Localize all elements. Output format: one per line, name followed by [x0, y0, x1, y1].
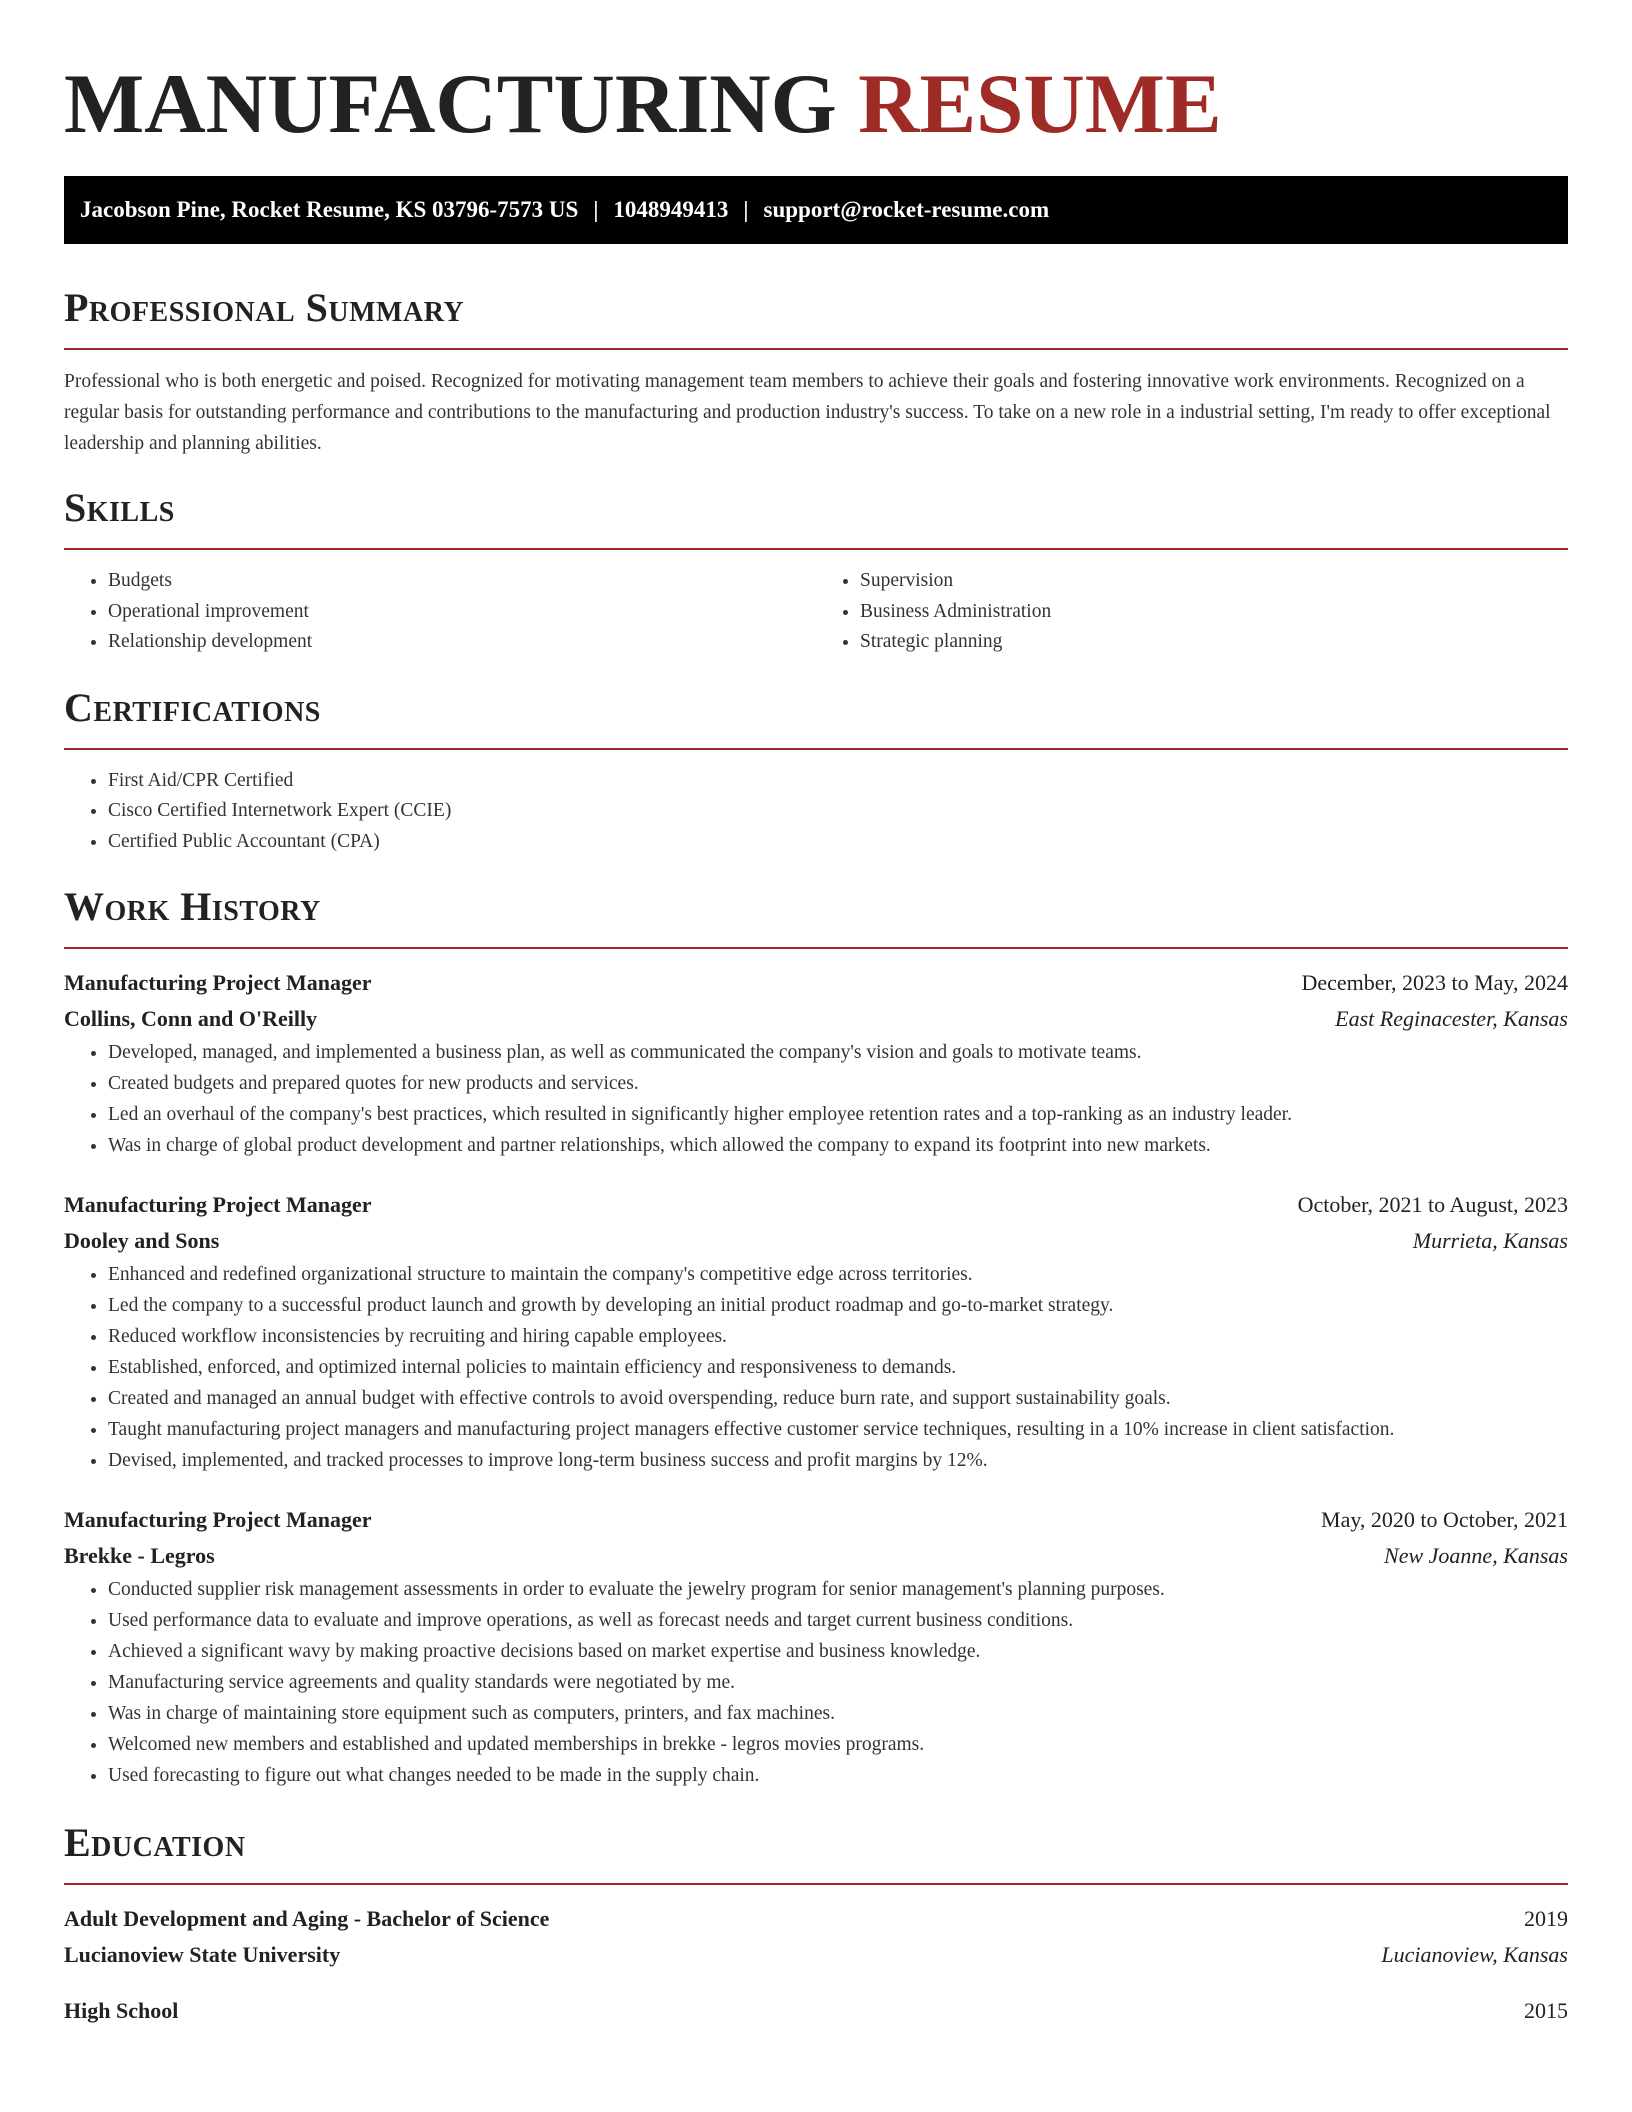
contact-bar: [64, 176, 1568, 244]
spacer: [64, 1476, 1568, 1502]
contact-address: Jacobson Pine, Rocket Resume, KS 03796-7573 US: [80, 197, 579, 222]
summary-text: Professional who is both energetic and poised. Recognized for motivating management team members to achieve their goals and fostering innovative work environments. Recognized on a regular basis for outstanding performance and contributions to the manufacturing and production industry's success. To take on a new role in a industrial setting, I'm ready to offer exceptional leadership and planning abilities.: [64, 371, 1551, 454]
job-title: Manufacturing Project Manager: [64, 1507, 372, 1532]
resume-title: [64, 0, 1568, 152]
contact-separator: |: [593, 197, 599, 222]
certifications-section: [64, 684, 1568, 858]
section-divider: [64, 548, 1568, 550]
job-duty-item: • Enhanced and redefined organizational structure to maintain the company's competitive edge across territories.: [108, 1259, 1568, 1290]
job-location: Murrieta, Kansas: [1412, 1228, 1568, 1253]
certifications-heading: Certifications: [64, 684, 321, 730]
education-degree: Adult Development and Aging - Bachelor of Science: [64, 1906, 550, 1931]
job-duty-item: • Manufacturing service agreements and quality standards were negotiated by me.: [108, 1667, 1568, 1698]
job-duty-item: • Developed, managed, and implemented a business plan, as well as communicated the company's vision and goals to motivate teams.: [108, 1037, 1568, 1068]
skills-heading: Skills: [64, 485, 175, 530]
spacer: [64, 1161, 1568, 1187]
skills-list-right: [816, 566, 1568, 658]
section-divider: [64, 947, 1568, 949]
job-duty-item: • Led the company to a successful product launch and growth by developing an initial product roadmap and go-to-market strategy.: [108, 1290, 1568, 1321]
job-duty-item: • Used performance data to evaluate and improve operations, as well as forecast needs and target current business conditions.: [108, 1605, 1568, 1636]
job-entry: [64, 965, 1568, 1161]
certifications-list: [64, 766, 1568, 858]
work-history-heading: Work History: [64, 884, 321, 929]
education-degree: High School: [64, 1998, 179, 2023]
job-company: Collins, Conn and O'Reilly: [64, 1006, 318, 1031]
skill-item: • Operational improvement: [108, 597, 816, 628]
education-heading: Education: [64, 1820, 246, 1865]
skill-item: • Budgets: [108, 566, 816, 597]
job-duties-list: [64, 1574, 1568, 1791]
job-title-row: [64, 965, 1568, 1001]
certification-item: • First Aid/CPR Certified: [108, 766, 1568, 797]
job-company-row: [64, 1538, 1568, 1574]
job-entry: [64, 1187, 1568, 1476]
job-company: Dooley and Sons: [64, 1228, 220, 1253]
job-duty-item: • Used forecasting to figure out what changes needed to be made in the supply chain.: [108, 1760, 1568, 1791]
job-duty-item: • Led an overhaul of the company's best practices, which resulted in significantly higher employee retention rates and a top-ranking as an industry leader.: [108, 1099, 1568, 1130]
job-location: East Reginacester, Kansas: [1335, 1006, 1568, 1031]
contact-phone: 1048949413: [613, 197, 729, 222]
education-section: [64, 1819, 1568, 2029]
skills-grid: [64, 566, 1568, 658]
job-company-row: [64, 1001, 1568, 1037]
title-accent: RESUME: [858, 57, 1222, 151]
job-duty-item: • Achieved a significant wavy by making proactive decisions based on market expertise and business knowledge.: [108, 1636, 1568, 1667]
spacer: [64, 1973, 1568, 1993]
job-location: New Joanne, Kansas: [1384, 1543, 1568, 1568]
job-entry: [64, 1502, 1568, 1791]
certification-item: • Cisco Certified Internetwork Expert (CCIE): [108, 796, 1568, 827]
section-divider: [64, 348, 1568, 350]
job-duty-item: • Was in charge of maintaining store equipment such as computers, printers, and fax machines.: [108, 1698, 1568, 1729]
job-duty-item: • Established, enforced, and optimized internal policies to maintain efficiency and responsiveness to demands.: [108, 1352, 1568, 1383]
job-duty-item: • Created and managed an annual budget with effective controls to avoid overspending, reduce burn rate, and support sustainability goals.: [108, 1383, 1568, 1414]
skill-item: • Strategic planning: [860, 627, 1568, 658]
summary-section: [64, 284, 1568, 459]
job-duty-item: • Conducted supplier risk management assessments in order to evaluate the jewelry program for senior management's planning purposes.: [108, 1574, 1568, 1605]
title-main: MANUFACTURING: [64, 57, 837, 151]
job-duty-item: • Devised, implemented, and tracked processes to improve long-term business success and profit margins by 12%.: [108, 1445, 1568, 1476]
job-company-row: [64, 1223, 1568, 1259]
education-school-row: [64, 1937, 1568, 1973]
job-dates: May, 2020 to October, 2021: [1321, 1507, 1568, 1532]
job-duties-list: [64, 1259, 1568, 1476]
summary-heading: Professional Summary: [64, 285, 465, 330]
education-year: 2015: [1524, 1998, 1568, 2023]
skills-section: [64, 484, 1568, 658]
job-company: Brekke - Legros: [64, 1543, 215, 1568]
resume-page: [64, 0, 1568, 2029]
job-title: Manufacturing Project Manager: [64, 970, 372, 995]
education-degree-row: [64, 1901, 1568, 1937]
job-dates: December, 2023 to May, 2024: [1301, 970, 1568, 995]
education-entry: [64, 1993, 1568, 2029]
job-title-row: [64, 1187, 1568, 1223]
job-dates: October, 2021 to August, 2023: [1297, 1192, 1568, 1217]
education-degree-row: [64, 1993, 1568, 2029]
education-school: Lucianoview State University: [64, 1942, 341, 1967]
certification-item: • Certified Public Accountant (CPA): [108, 827, 1568, 858]
contact-separator: |: [743, 197, 749, 222]
skill-item: • Business Administration: [860, 597, 1568, 628]
job-duty-item: • Taught manufacturing project managers and manufacturing project managers effective customer service techniques, resulting in a 10% increase in client satisfaction.: [108, 1414, 1568, 1445]
skill-item: • Supervision: [860, 566, 1568, 597]
contact-email: support@rocket-resume.com: [763, 197, 1050, 222]
skills-list-left: [64, 566, 816, 658]
education-location: Lucianoview, Kansas: [1381, 1942, 1568, 1967]
section-divider: [64, 1883, 1568, 1885]
job-duty-item: • Welcomed new members and established and updated memberships in brekke - legros movies programs.: [108, 1729, 1568, 1760]
section-divider: [64, 748, 1568, 750]
education-entry: [64, 1901, 1568, 1973]
job-title: Manufacturing Project Manager: [64, 1192, 372, 1217]
job-duty-item: • Reduced workflow inconsistencies by recruiting and hiring capable employees.: [108, 1321, 1568, 1352]
job-duty-item: • Created budgets and prepared quotes for new products and services.: [108, 1068, 1568, 1099]
job-duties-list: [64, 1037, 1568, 1161]
job-title-row: [64, 1502, 1568, 1538]
work-history-section: [64, 883, 1568, 1791]
education-year: 2019: [1524, 1906, 1568, 1931]
skill-item: • Relationship development: [108, 627, 816, 658]
job-duty-item: • Was in charge of global product development and partner relationships, which allowed the company to expand its footprint into new markets.: [108, 1130, 1568, 1161]
